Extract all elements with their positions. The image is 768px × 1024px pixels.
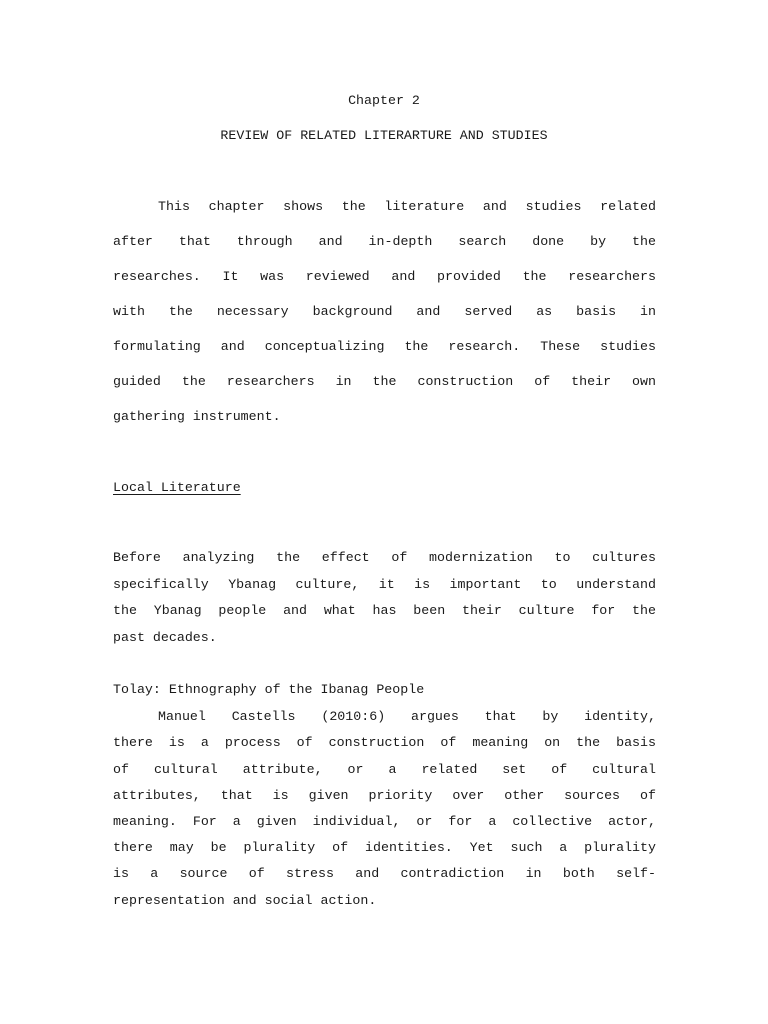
castells-line: there is a process of construction of meaning on the basis: [113, 735, 656, 750]
subsection-title: Tolay: Ethnography of the Ibanag People: [113, 682, 425, 697]
intro-line: This chapter shows the literature and studies related: [158, 199, 656, 214]
intro-line: after that through and in-depth search done by the: [113, 234, 656, 249]
castells-line: is a source of stress and contradiction in both self-: [113, 866, 656, 881]
castells-line: of cultural attribute, or a related set of cultural: [113, 762, 656, 777]
section-line: the Ybanag people and what has been their culture for the: [113, 603, 656, 618]
intro-line: researches. It was reviewed and provided the researchers: [113, 269, 656, 284]
castells-line: attributes, that is given priority over other sources of: [113, 788, 656, 803]
section-line: specifically Ybanag culture, it is important to understand: [113, 577, 656, 592]
section-line: Before analyzing the effect of modernization to cultures: [113, 550, 656, 565]
castells-line: Manuel Castells (2010:6) argues that by identity,: [158, 709, 656, 724]
intro-line: gathering instrument.: [113, 409, 281, 424]
chapter-label: Chapter 2: [348, 93, 420, 108]
castells-line: there may be plurality of identities. Yet such a plurality: [113, 840, 656, 855]
intro-line: formulating and conceptualizing the research. These studies: [113, 339, 656, 354]
intro-line: guided the researchers in the construction of their own: [113, 374, 656, 389]
section-heading: Local Literature: [113, 480, 241, 495]
intro-line: with the necessary background and served as basis in: [113, 304, 656, 319]
chapter-title: REVIEW OF RELATED LITERARTURE AND STUDIES: [220, 128, 548, 143]
castells-line: representation and social action.: [113, 893, 377, 908]
section-line: past decades.: [113, 630, 217, 645]
castells-line: meaning. For a given individual, or for a collective actor,: [113, 814, 656, 829]
